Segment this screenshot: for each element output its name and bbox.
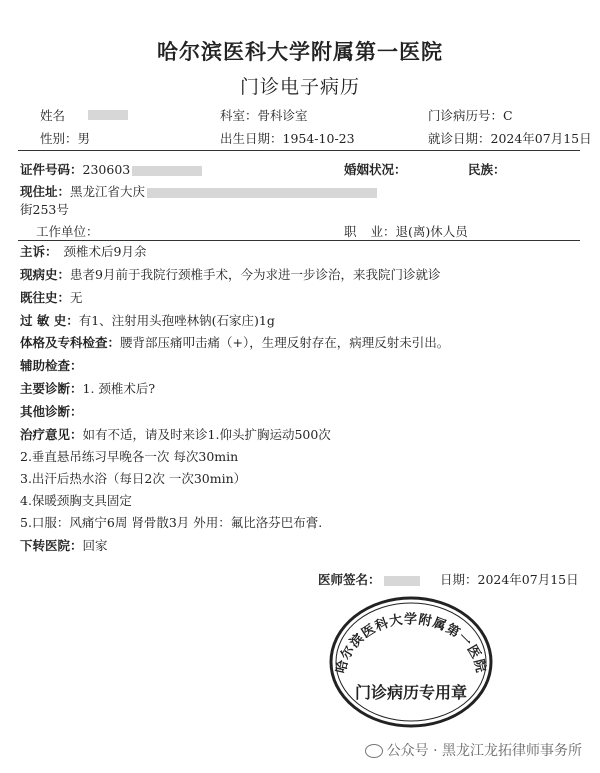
occupation xyxy=(344,222,468,240)
name-label: 姓名 xyxy=(40,108,66,123)
treat-value: 如有不适，请及时来诊1.仰头扩胸运动500次 xyxy=(82,427,331,442)
chief-label: 主诉： xyxy=(20,244,58,259)
transfer-hospital xyxy=(20,536,108,554)
doctor-signature-label: 医师签名： xyxy=(318,572,381,587)
allergy-label: 过 敏 史： xyxy=(20,313,79,328)
transfer-value: 回家 xyxy=(82,538,108,553)
diag-value: 1. 颈椎术后? xyxy=(82,381,156,396)
department: 科室：骨科诊室 xyxy=(220,108,308,123)
watermark-text: 公众号 · 黑龙江龙拓律师事务所 xyxy=(386,743,582,759)
wechat-icon xyxy=(365,744,383,758)
job-label-2: 业： xyxy=(370,224,396,239)
chief-complaint xyxy=(20,242,146,260)
treatment-item: 4.保暖颈胸支具固定 xyxy=(20,493,132,508)
treat-label: 治疗意见： xyxy=(20,427,83,442)
seal-center-text: 门诊病历专用章 xyxy=(354,683,468,702)
marital-label: 婚姻状况： xyxy=(344,162,407,177)
signature-redacted xyxy=(384,572,420,587)
address-value: 黑龙江省大庆 xyxy=(70,184,146,199)
id-label: 证件号码： xyxy=(20,162,83,177)
watermark xyxy=(365,740,582,760)
id-value: 230603 xyxy=(82,162,131,177)
present-value: 患者9月前于我院行颈椎手术，今为求进一步诊治，来我院门诊就诊 xyxy=(70,267,441,282)
chief-value: 颈椎术后9月余 xyxy=(63,244,147,259)
visit-date: 就诊日期：2024年07月15日 xyxy=(428,131,592,146)
job-label: 职 xyxy=(344,224,357,239)
job-value: 退(离)休人员 xyxy=(395,224,468,239)
address-line2: 街253号 xyxy=(20,202,69,217)
present-history xyxy=(20,265,440,283)
signature-date: 日期：2024年07月15日 xyxy=(440,572,579,587)
header-divider xyxy=(18,150,580,151)
document-title: 门诊电子病历 xyxy=(239,76,360,98)
gender: 性别：男 xyxy=(40,131,91,146)
exam-value: 腰背部压痛叩击痛（+），生理反射存在，病理反射未引出。 xyxy=(120,335,450,350)
employer-label: 工作单位： xyxy=(36,224,99,239)
other-diagnosis-label: 其他诊断： xyxy=(20,404,83,419)
physical-exam xyxy=(20,333,449,351)
treatment-item: 5.口服：风痛宁6周 肾骨散3月 外用：氟比洛芬巴布膏. xyxy=(20,515,323,530)
record-number xyxy=(428,106,513,124)
treatment-item: 2.垂直悬吊练习早晚各一次 每次30min xyxy=(20,449,239,464)
info-divider xyxy=(18,240,580,241)
svg-text:哈尔滨医科大学附属第一医院 xyxy=(333,611,489,675)
seal-ring-text: 哈尔滨医科大学附属第一医院 xyxy=(333,612,489,675)
record-number-value: C xyxy=(503,108,513,123)
past-history xyxy=(20,288,83,306)
id-number xyxy=(20,160,202,178)
record-number-label: 门诊病历号： xyxy=(428,108,504,123)
treatment-opinion xyxy=(20,425,331,443)
name-redacted xyxy=(88,106,128,121)
main-diagnosis xyxy=(20,379,155,397)
treatment-item: 3.出汗后热水浴（每日2次 一次30min） xyxy=(20,471,247,486)
address xyxy=(20,182,377,200)
official-seal xyxy=(326,590,496,730)
birth-date: 出生日期：1954-10-23 xyxy=(220,131,355,146)
past-label: 既往史： xyxy=(20,290,71,305)
allergy-value: 有1、注射用头孢唑林钠(石家庄)1g xyxy=(78,313,275,328)
present-label: 现病史： xyxy=(20,267,71,282)
transfer-label: 下转医院： xyxy=(20,538,83,553)
allergy-history xyxy=(20,311,275,329)
ethnic-label: 民族： xyxy=(468,162,506,177)
diag-label: 主要诊断： xyxy=(20,381,83,396)
exam-label: 体格及专科检查： xyxy=(20,335,121,350)
aux-exam-label: 辅助检查： xyxy=(20,358,83,373)
address-label: 现住址： xyxy=(20,184,71,199)
past-value: 无 xyxy=(70,290,83,305)
hospital-name: 哈尔滨医科大学附属第一医院 xyxy=(157,40,443,64)
